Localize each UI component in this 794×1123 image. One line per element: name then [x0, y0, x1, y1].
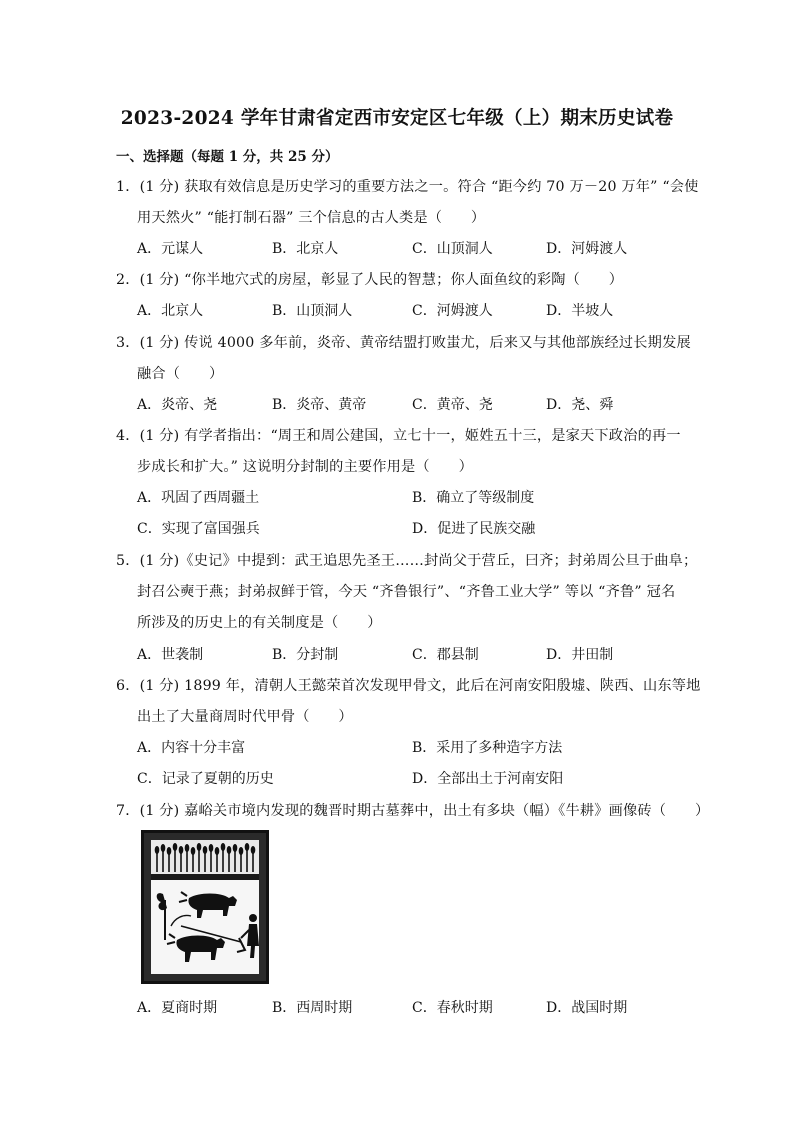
question-2-option-b: B．山顶洞人	[272, 303, 353, 319]
question-7-option-a: A．夏商时期	[137, 1000, 218, 1016]
question-3-line-2: 融合（ ）	[137, 366, 224, 382]
question-3-option-d: D．尧、舜	[546, 397, 614, 413]
question-6-option-b: B．采用了多种造字方法	[412, 740, 563, 756]
question-3-option-b: B．炎帝、黄帝	[272, 397, 367, 413]
section-heading: 一、选择题（每题 1 分，共 25 分）	[116, 149, 339, 165]
question-3-option-c: C．黄帝、尧	[412, 397, 493, 413]
question-6-option-d: D．全部出土于河南安阳	[412, 771, 564, 787]
question-7-option-c: C．春秋时期	[412, 1000, 493, 1016]
question-6-line-2: 出土了大量商周时代甲骨（ ）	[137, 709, 353, 725]
question-5-line-3: 所涉及的历史上的有关制度是（ ）	[137, 615, 382, 631]
question-5-option-b: B．分封制	[272, 647, 339, 663]
question-3-line-1: 3．(1 分) 传说 4000 多年前，炎帝、黄帝结盟打败蚩尤，后来又与其他部族经过长期发展	[116, 335, 691, 351]
question-4-option-d: D．促进了民族交融	[412, 521, 536, 537]
question-4-line-2: 步成长和扩大。” 这说明分封制的主要作用是（ ）	[137, 459, 473, 475]
question-4-option-c: C．实现了富国强兵	[137, 521, 260, 537]
question-6-option-a: A．内容十分丰富	[137, 740, 246, 756]
question-2-option-c: C．河姆渡人	[412, 303, 493, 319]
question-7-option-b: B．西周时期	[272, 1000, 353, 1016]
question-2-line-1: 2．(1 分) “你半地穴式的房屋，彰显了人民的智慧；你人面鱼纹的彩陶（ ）	[116, 272, 624, 288]
question-4-option-b: B．确立了等级制度	[412, 490, 535, 506]
question-1-option-b: B．北京人	[272, 241, 339, 257]
question-5-option-d: D．井田制	[546, 647, 614, 663]
question-7-line-1: 7．(1 分) 嘉峪关市境内发现的魏晋时期古墓葬中，出土有多块（幅）《牛耕》画像砖（ ）	[116, 803, 710, 819]
question-4-line-1: 4．(1 分) 有学者指出：“周王和周公建国，立七十一，姬姓五十三，是家天下政治的再一	[116, 428, 681, 444]
ox-plowing-brick-image	[141, 830, 269, 984]
question-6-option-c: C．记录了夏朝的历史	[137, 771, 274, 787]
question-2-option-a: A．北京人	[137, 303, 204, 319]
question-5-option-a: A．世袭制	[137, 647, 204, 663]
question-4-option-a: A．巩固了西周疆土	[137, 490, 260, 506]
question-7-option-d: D．战国时期	[546, 1000, 628, 1016]
question-5-line-1: 5．(1 分)《史记》中提到：武王追思先圣王……封尚父于营丘，曰齐；封弟周公旦于曲阜；	[116, 553, 698, 569]
question-6-line-1: 6．(1 分) 1899 年，清朝人王懿荣首次发现甲骨文，此后在河南安阳殷墟、陕西、山东等地	[116, 678, 701, 694]
question-1-option-d: D．河姆渡人	[546, 241, 628, 257]
question-2-option-d: D．半坡人	[546, 303, 614, 319]
question-5-line-2: 封召公奭于燕；封弟叔鲜于管，今天 “齐鲁银行”、“齐鲁工业大学” 等以 “齐鲁” 冠名	[137, 584, 676, 600]
question-3-option-a: A．炎帝、尧	[137, 397, 218, 413]
question-1-line-2: 用天然火” “能打制石器” 三个信息的古人类是（ ）	[137, 210, 486, 226]
question-1-line-1: 1．(1 分) 获取有效信息是历史学习的重要方法之一。符合 “距今约 70 万－20 万年” “会使	[116, 179, 699, 195]
page-title: 2023-2024 学年甘肃省定西市安定区七年级（上）期末历史试卷	[120, 108, 674, 129]
question-5-option-c: C．郡县制	[412, 647, 479, 663]
question-1-option-c: C．山顶洞人	[412, 241, 493, 257]
question-1-option-a: A．元谋人	[137, 241, 204, 257]
